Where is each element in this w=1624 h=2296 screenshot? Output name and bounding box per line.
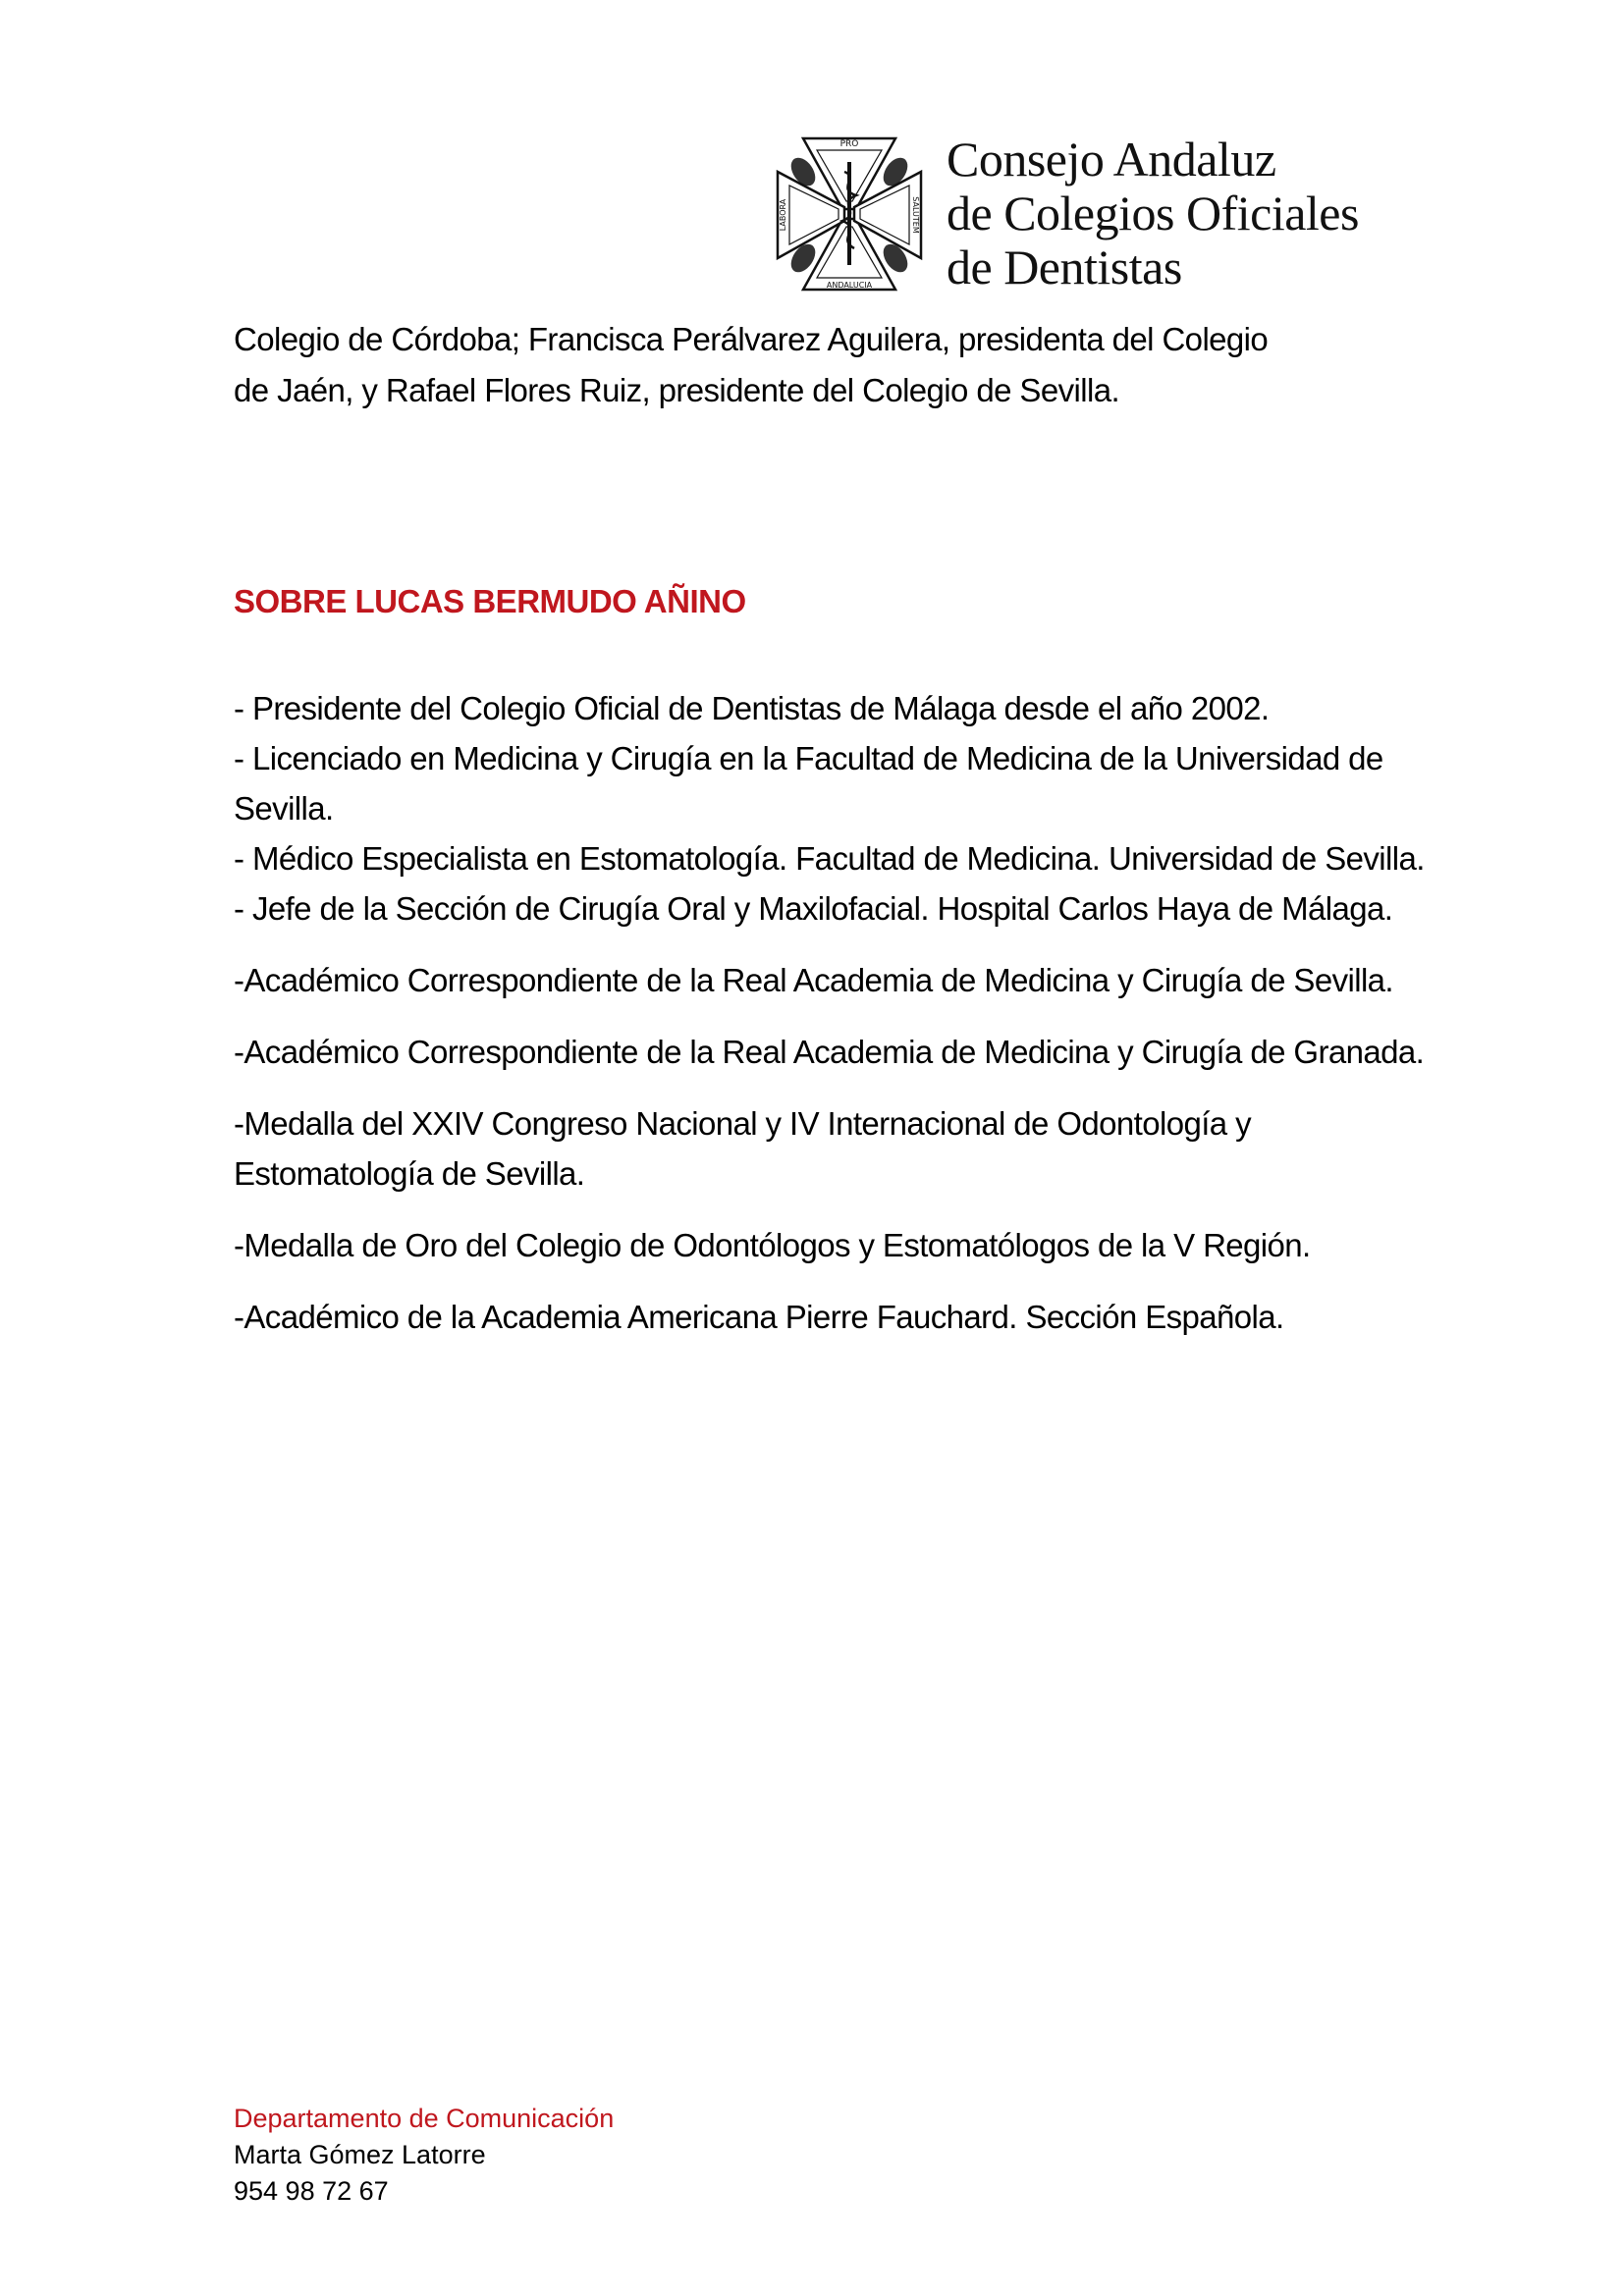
contact-footer [234, 2101, 614, 2210]
org-name-line: de Dentistas [947, 239, 1182, 294]
contact-name: Marta Gómez Latorre [234, 2140, 486, 2169]
list-item: - Presidente del Colegio Oficial de Dentistas de Málaga desde el año 2002. [234, 690, 1270, 726]
list-item: - Jefe de la Sección de Cirugía Oral y Maxilofacial. Hospital Carlos Haya de Málaga. [234, 890, 1393, 927]
list-item: -Medalla del XXIV Congreso Nacional y IV Internacional de Odontología y Estomatología de Sevilla. [234, 1105, 1252, 1192]
list-item: - Licenciado en Medicina y Cirugía en la Facultad de Medicina de la Universidad de Sevilla. [234, 740, 1383, 827]
intro-line: Colegio de Córdoba; Francisca Perálvarez Aguilera, presidenta del Colegio [234, 321, 1269, 357]
org-name-line: Consejo Andaluz [947, 131, 1276, 187]
section-heading: SOBRE LUCAS BERMUDO AÑINO [234, 583, 746, 619]
department-name: Departamento de Comunicación [234, 2104, 615, 2133]
list-item: -Medalla de Oro del Colegio de Odontólogos y Estomatólogos de la V Región. [234, 1227, 1311, 1263]
intro-paragraph [234, 314, 1412, 416]
contact-phone: 954 98 72 67 [234, 2176, 389, 2206]
svg-text:PRO: PRO [839, 138, 859, 149]
svg-text:SALUTEM: SALUTEM [911, 195, 920, 234]
svg-text:ANDALUCIA: ANDALUCIA [826, 280, 873, 290]
letterhead [776, 130, 1359, 296]
intro-line: de Jaén, y Rafael Flores Ruiz, presidente del Colegio de Sevilla. [234, 372, 1120, 408]
organization-name [947, 133, 1359, 294]
biography-list [234, 683, 1432, 1342]
maltese-cross-emblem-icon [776, 133, 923, 294]
list-item: -Académico Correspondiente de la Real Academia de Medicina y Cirugía de Granada. [234, 1034, 1425, 1070]
list-item: - Médico Especialista en Estomatología. Facultad de Medicina. Universidad de Sevilla. [234, 840, 1425, 877]
svg-text:LABORA: LABORA [779, 198, 787, 231]
list-item: -Académico de la Academia Americana Pierre Fauchard. Sección Española. [234, 1299, 1284, 1335]
org-name-line: de Colegios Oficiales [947, 185, 1359, 240]
list-item: -Académico Correspondiente de la Real Academia de Medicina y Cirugía de Sevilla. [234, 962, 1393, 998]
